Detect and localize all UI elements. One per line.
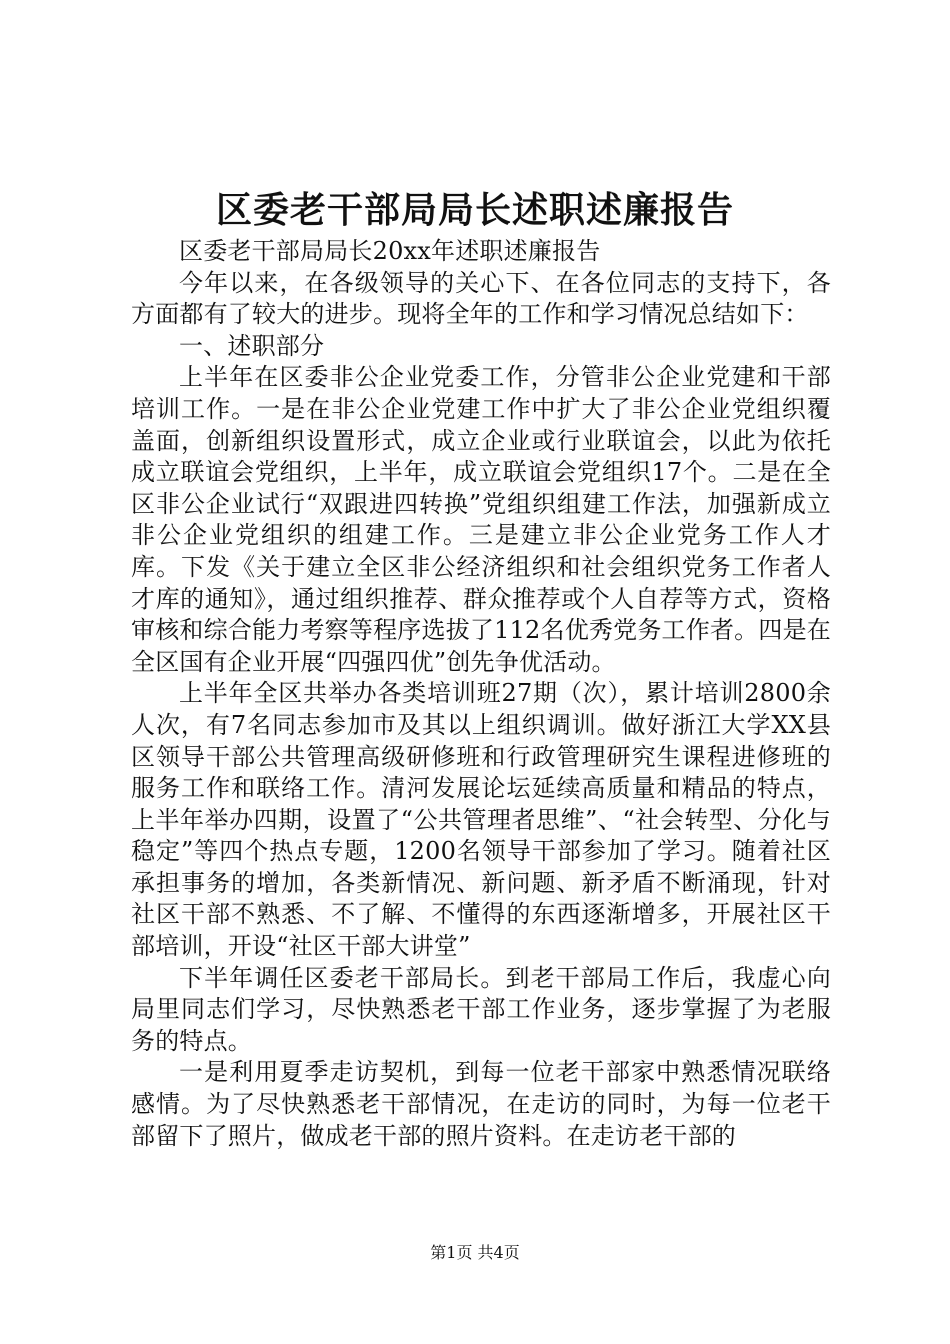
paragraph-intro: 今年以来，在各级领导的关心下、在各位同志的支持下，各方面都有了较大的进步。现将全年的工作和学习情况总结如下：: [131, 268, 831, 329]
paragraph-training: 上半年全区共举办各类培训班27期（次），累计培训2800余人次，有7名同志参加市及其以上组织调训。做好浙江大学XX县区领导干部公共管理高级研修班和行政管理研究生课程进修班的服务工作和联络工作。清河发展论坛延续高质量和精品的特点，上半年举办四期，设置了“公共管理者思维”、“社会转型、分化与稳定”等四个热点专题，1200名领导干部参加了学习。随着社区承担事务的增加，各类新情况、新问题、新矛盾不断涌现，针对社区干部不熟悉、不了解、不懂得的东西逐渐增多，开展社区干部培训，开设“社区干部大讲堂”: [131, 679, 831, 961]
paragraph-subtitle: 区委老干部局局长20xx年述职述廉报告: [179, 237, 601, 265]
paragraph-second-half: 下半年调任区委老干部局长。到老干部局工作后，我虚心向局里同志们学习，尽快熟悉老干部工作业务，逐步掌握了为老服务的特点。: [131, 963, 831, 1055]
section-heading: 一、述职部分: [179, 331, 325, 360]
document-body: [131, 236, 831, 1152]
page-number-footer: 第1页 共4页: [430, 1243, 520, 1262]
paragraph-first-half: 上半年在区委非公企业党委工作，分管非公企业党建和干部培训工作。一是在非公企业党建工作中扩大了非公企业党组织覆盖面，创新组织设置形式，成立企业或行业联谊会，以此为依托成立联谊会党组织，上半年，成立联谊会党组织17个。二是在全区非公企业试行“双跟进四转换”党组织组建工作法，加强新成立非公企业党组织的组建工作。三是建立非公企业党务工作人才库。下发《关于建立全区非公经济组织和社会组织党务工作者人才库的通知》，通过组织推荐、群众推荐或个人自荐等方式，资格审核和综合能力考察等程序选拔了112名优秀党务工作者。四是在全区国有企业开展“四强四优”创先争优活动。: [131, 363, 831, 676]
paragraph-visits: 一是利用夏季走访契机，到每一位老干部家中熟悉情况联络感情。为了尽快熟悉老干部情况，在走访的同时，为每一位老干部留下了照片，做成老干部的照片资料。在走访老干部的: [131, 1058, 831, 1150]
document-title: 区委老干部局局长述职述廉报告: [215, 189, 734, 231]
